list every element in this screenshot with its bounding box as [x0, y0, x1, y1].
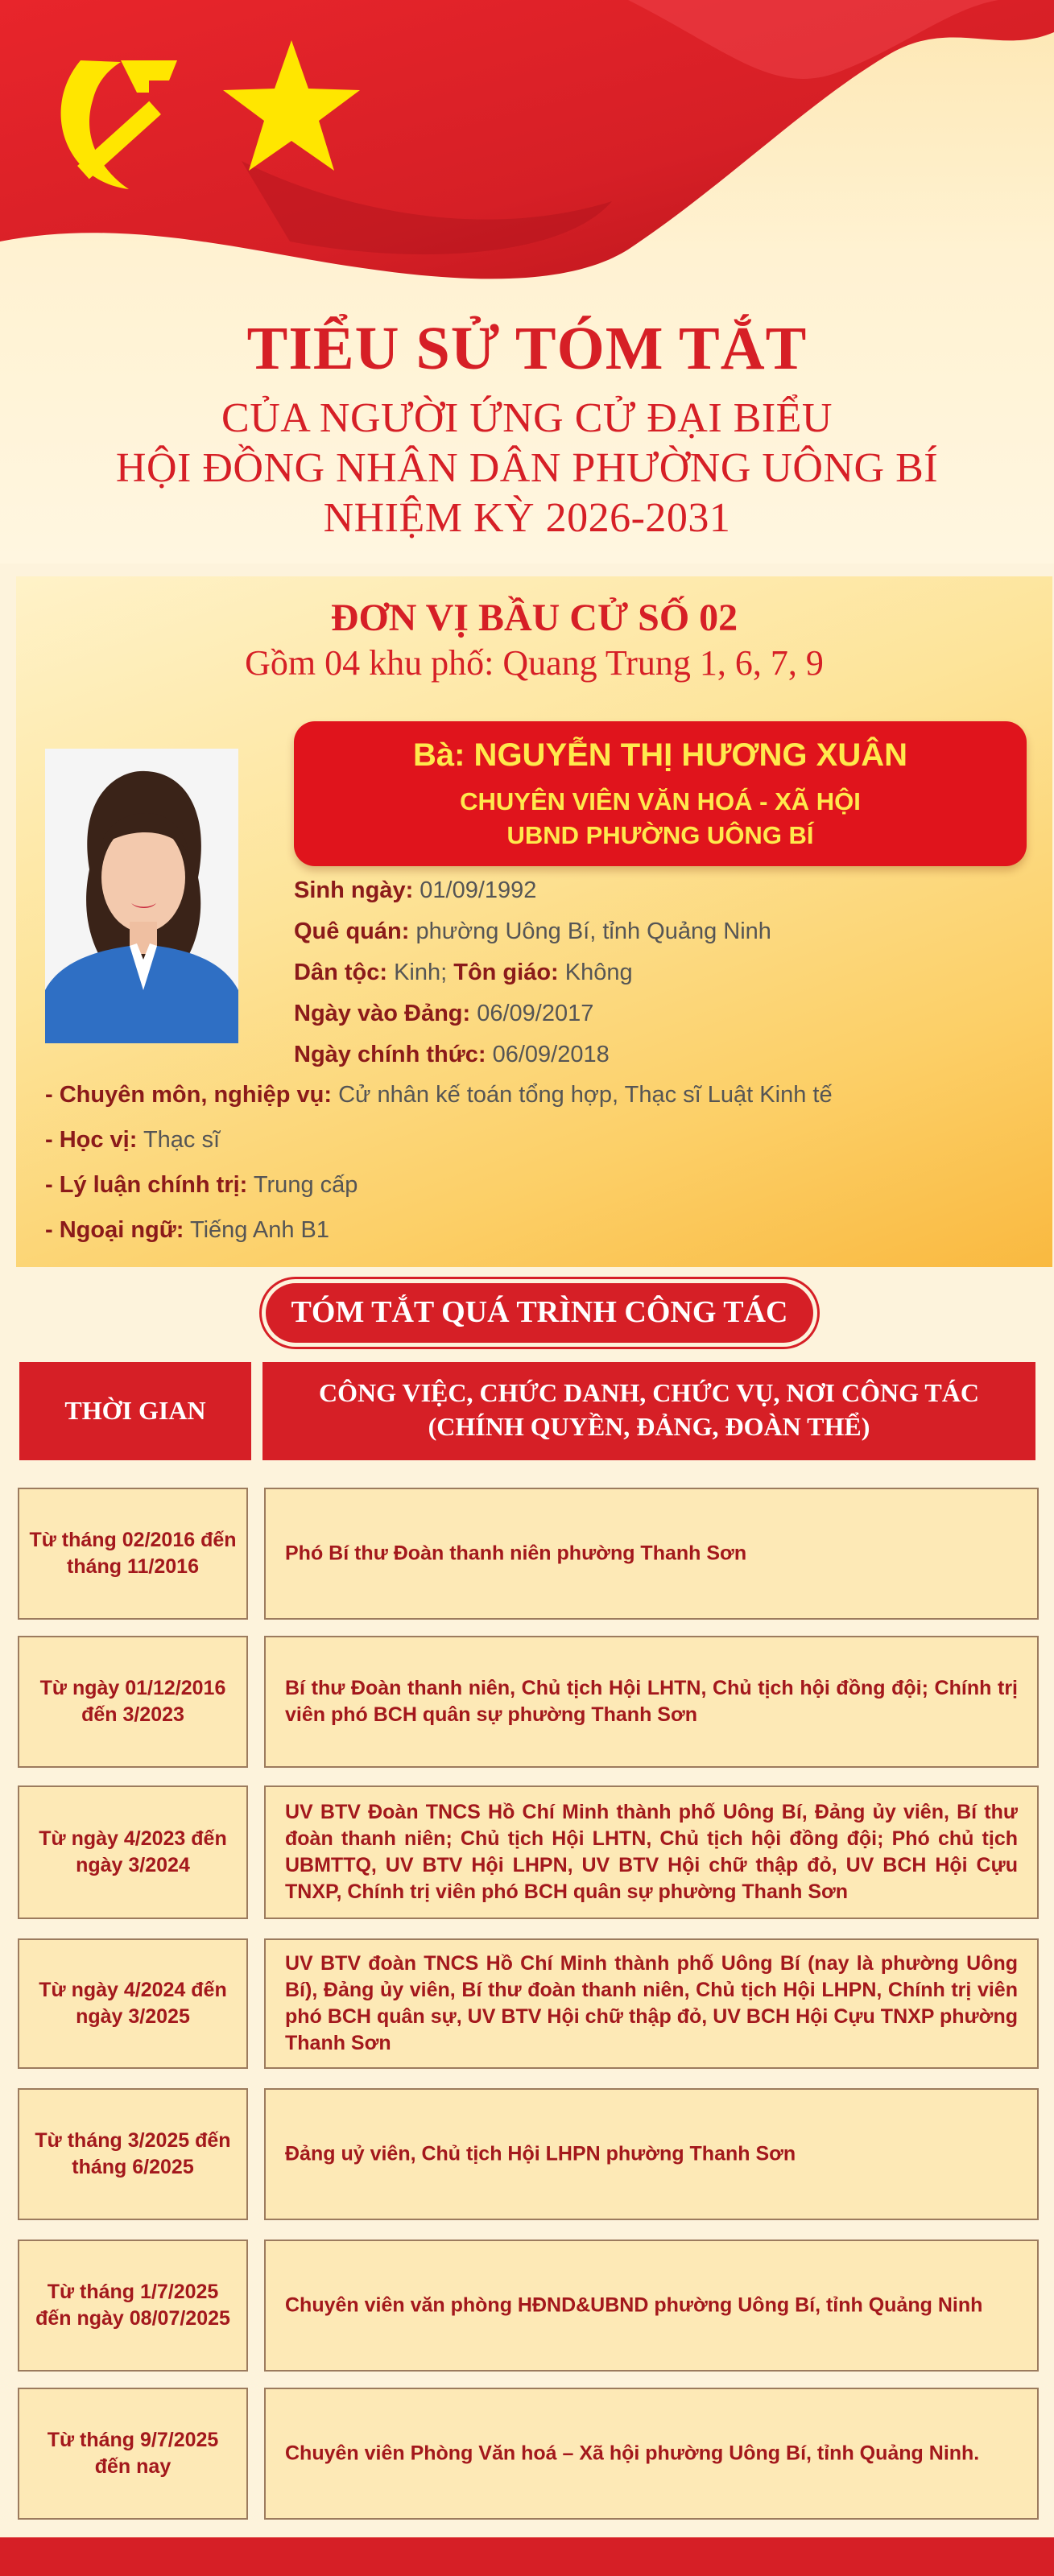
table-row: [18, 1488, 248, 1620]
hometown-label: Quê quán:: [294, 919, 410, 944]
row-job: Đảng uỷ viên, Chủ tịch Hội LHPN phường Thanh Sơn: [285, 2142, 796, 2165]
section-banner: [266, 1283, 813, 1343]
religion-label: Tôn giáo:: [453, 960, 559, 985]
info-party-join: [294, 1001, 593, 1027]
header: [0, 0, 1054, 564]
language-label: - Ngoại ngữ:: [45, 1217, 184, 1243]
politics-value: Trung cấp: [253, 1172, 358, 1198]
party-join-value: 06/09/2017: [477, 1001, 594, 1026]
row-time: Từ tháng 1/7/2025 đến ngày 08/07/2025: [35, 2281, 230, 2330]
candidate-position-line-2: UBND PHƯỜNG UÔNG BÍ: [506, 821, 814, 849]
row-job: UV BTV Đoàn TNCS Hồ Chí Minh thành phố Uông Bí, Đảng ủy viên, Bí thư đoàn thanh niên; Chủ tịch Hội LHTN, Chủ tịch hội đồng đội; Phó chủ tịch UBMTTQ, UV BTV Hội LHPN, UV BTV Hội chữ thập đỏ, UV BCH Hội Cựu TNXP, Chính trị viên phó BCH quân sự phường Thanh Sơn: [285, 1801, 1018, 1903]
row-time: Từ ngày 4/2023 đến ngày 3/2024: [39, 1827, 227, 1876]
language-value: Tiếng Anh B1: [189, 1217, 330, 1243]
candidate-photo: [45, 749, 238, 1043]
unit-title: ĐƠN VỊ BẦU CỬ SỐ 02: [330, 597, 738, 639]
dob-value: 01/09/1992: [420, 877, 537, 903]
info-specialty: [45, 1082, 833, 1108]
degree-label: - Học vị:: [45, 1127, 138, 1153]
subtitle-line-1: CỦA NGƯỜI ỨNG CỬ ĐẠI BIỂU: [221, 395, 833, 441]
table-row: [18, 2388, 248, 2520]
politics-label: - Lý luận chính trị:: [45, 1172, 248, 1198]
row-job: UV BTV đoàn TNCS Hồ Chí Minh thành phố Uông Bí (nay là phường Uông Bí), Đảng ủy viên, Bí thư đoàn thanh niên, Chủ tịch Hội LHPN, Chính trị viên phó BCH quân sự, UV BTV Hội chữ thập đỏ, UV BCH Hội Cựu TNXP phường Thanh Sơn: [285, 1952, 1018, 2054]
table-header-job: [262, 1362, 1035, 1460]
info-ethnicity-religion: [294, 960, 633, 986]
table-row-job: [264, 1938, 1039, 2069]
row-job: Phó Bí thư Đoàn thanh niên phường Thanh Sơn: [285, 1542, 747, 1565]
table-row-job: [264, 1785, 1039, 1919]
table-row-job: [264, 1488, 1039, 1620]
degree-value: Thạc sĩ: [143, 1127, 221, 1153]
dob-label: Sinh ngày:: [294, 877, 414, 903]
section-title: TÓM TẮT QUÁ TRÌNH CÔNG TÁC: [291, 1295, 788, 1329]
official-value: 06/09/2018: [492, 1042, 610, 1067]
subtitle-line-2: HỘI ĐỒNG NHÂN DÂN PHƯỜNG UÔNG BÍ: [115, 445, 939, 491]
table-row: [18, 2088, 248, 2220]
header-job-line-1: CÔNG VIỆC, CHỨC DANH, CHỨC VỤ, NƠI CÔNG TÁC: [319, 1378, 979, 1407]
official-label: Ngày chính thức:: [294, 1042, 486, 1067]
row-time: Từ tháng 02/2016 đến tháng 11/2016: [29, 1529, 237, 1578]
candidate-name: Bà: NGUYỄN THỊ HƯƠNG XUÂN: [412, 737, 907, 773]
row-time: Từ tháng 3/2025 đến tháng 6/2025: [35, 2129, 231, 2178]
footer-bar: [0, 2537, 1054, 2576]
party-join-label: Ngày vào Đảng:: [294, 1001, 471, 1026]
row-time: Từ ngày 01/12/2016 đến 3/2023: [39, 1677, 226, 1726]
info-hometown: [294, 919, 771, 945]
specialty-label: - Chuyên môn, nghiệp vụ:: [45, 1082, 333, 1108]
party-flag: [0, 0, 1054, 290]
unit-subtitle: Gồm 04 khu phố: Quang Trung 1, 6, 7, 9: [245, 643, 824, 683]
table-row-job: [264, 1636, 1039, 1768]
header-job-line-2: (CHÍNH QUYỀN, ĐẢNG, ĐOÀN THỂ): [428, 1412, 870, 1441]
portrait-image: [45, 749, 238, 1043]
row-job: Chuyên viên văn phòng HĐND&UBND phường Uông Bí, tỉnh Quảng Ninh: [285, 2293, 983, 2317]
profile-panel: [16, 576, 1052, 1267]
row-time: Từ tháng 9/7/2025 đến nay: [47, 2429, 219, 2478]
table-row-job: [264, 2240, 1039, 2372]
row-time: Từ ngày 4/2024 đến ngày 3/2025: [39, 1979, 227, 2028]
candidate-position-line-1: CHUYÊN VIÊN VĂN HOÁ - XÃ HỘI: [460, 787, 861, 815]
table-row-job: [264, 2088, 1039, 2220]
religion-value: Không: [564, 960, 633, 985]
row-job: Bí thư Đoàn thanh niên, Chủ tịch Hội LHTN, Chủ tịch hội đồng đội; Chính trị viên phó BCH quân sự phường Thanh Sơn: [285, 1677, 1018, 1726]
table-row: [18, 1938, 248, 2069]
info-dob: [294, 877, 536, 904]
info-official: [294, 1042, 610, 1068]
ethnicity-value: Kinh;: [394, 960, 448, 985]
info-language: [45, 1217, 329, 1244]
ethnicity-label: Dân tộc:: [294, 960, 387, 985]
table-row: [18, 1785, 248, 1919]
table-header-time: [19, 1362, 251, 1460]
header-time-label: THỜI GIAN: [64, 1396, 206, 1425]
table-row: [18, 1636, 248, 1768]
hometown-value: phường Uông Bí, tỉnh Quảng Ninh: [415, 919, 771, 944]
info-politics: [45, 1172, 358, 1199]
subtitle-line-3: NHIỆM KỲ 2026-2031: [323, 495, 731, 541]
candidate-name-box: [294, 721, 1027, 866]
specialty-value: Cử nhân kế toán tổng hợp, Thạc sĩ Luật Kinh tế: [338, 1082, 833, 1108]
info-degree: [45, 1127, 220, 1154]
table-row: [18, 2240, 248, 2372]
table-row-job: [264, 2388, 1039, 2520]
row-job: Chuyên viên Phòng Văn hoá – Xã hội phường Uông Bí, tỉnh Quảng Ninh.: [285, 2442, 980, 2465]
page-title: TIỂU SỬ TÓM TẮT: [246, 315, 808, 382]
